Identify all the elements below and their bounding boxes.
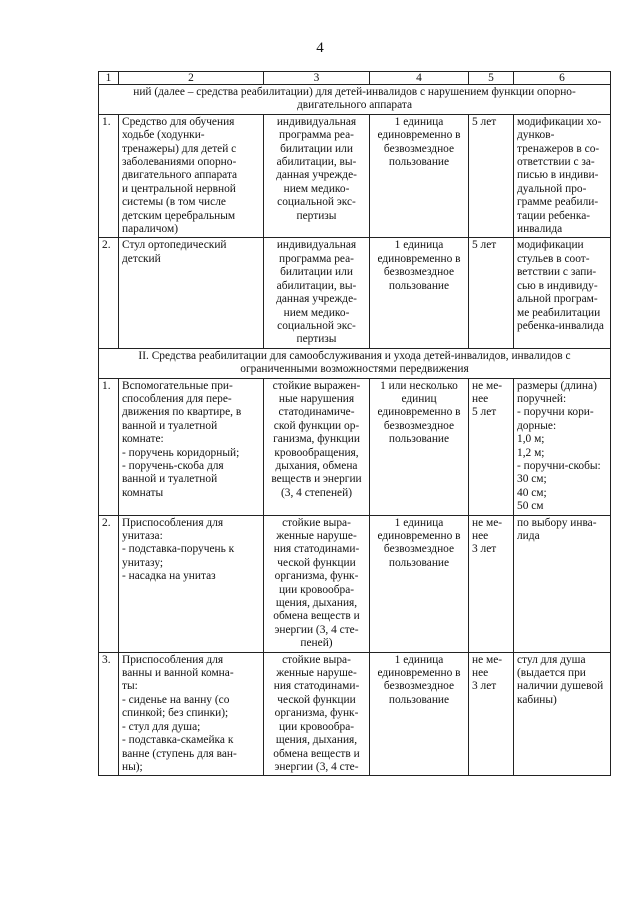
item-name-line: ванны и ванной комна- [122, 667, 234, 680]
quantity-cell-line: 1 единица [394, 239, 444, 252]
item-name-line: - сиденье на ванну (со [122, 693, 230, 706]
note-cell-line: тренажеров в со- [517, 142, 600, 155]
quantity-cell-line: пользование [388, 433, 450, 446]
item-name-line: спинкой; без спинки); [122, 707, 229, 720]
item-name-line: Стул ортопедический [122, 239, 227, 252]
row-number: 3. [99, 652, 119, 776]
indication-cell-line: щения, дыхания, [275, 597, 358, 610]
item-name-line: детским церебральным [122, 209, 236, 222]
row-number: 1. [99, 378, 119, 515]
item-name-line: ходьбе (ходунки- [122, 129, 205, 142]
term-cell [469, 652, 514, 776]
table-row [99, 238, 611, 348]
indication-cell [264, 238, 370, 348]
indication-cell-line: ческой функции [277, 556, 356, 569]
table-row [99, 378, 611, 515]
note-cell-line: модификации хо- [517, 115, 602, 128]
page-number: 4 [316, 40, 324, 56]
indication-cell-line: ции кровообра- [278, 583, 355, 596]
item-name-line: унитазу; [122, 556, 164, 569]
indication-cell-line: (3, 4 степеней) [280, 486, 352, 499]
item-name-line: Вспомогательные при- [122, 379, 233, 392]
note-cell-line: стул для душа [517, 653, 586, 666]
item-name-line: тренажеры) для детей с [122, 142, 237, 155]
item-name-line: детский [122, 252, 161, 265]
note-cell-line: 40 см; [517, 486, 547, 499]
indication-cell-line: программа реа- [279, 252, 354, 265]
note-cell-line: 50 см [517, 500, 544, 513]
note-cell-line: по выбору инва- [517, 516, 597, 529]
indication-cell-line: социальной экс- [277, 319, 356, 332]
quantity-cell-line: единовременно в [377, 252, 461, 265]
indication-cell-line: стойкие выражен- [272, 379, 361, 392]
note-cell [514, 114, 611, 238]
row-number: 2. [99, 238, 119, 348]
indication-cell-line: пеней) [300, 637, 333, 650]
indication-cell-line: щения, дыхания, [275, 734, 358, 747]
indication-cell-line: энергии (3, 4 сте- [274, 623, 359, 636]
term-cell-line: 5 лет [472, 239, 497, 252]
indication-cell-line: социальной экс- [277, 196, 356, 209]
term-cell-line: не ме- [472, 653, 503, 666]
item-name-line: Приспособления для [122, 653, 224, 666]
term-cell-line: 3 лет [472, 680, 497, 693]
term-cell-line: нее [472, 392, 489, 405]
quantity-cell-line: безвозмездное [383, 142, 455, 155]
indication-cell-line: обмена веществ и [273, 610, 360, 623]
note-cell-line: ребенка-инвалида [517, 319, 604, 332]
indication-cell-line: билитации или [280, 142, 353, 155]
quantity-cell [370, 114, 469, 238]
note-cell-line: (выдается при [517, 667, 586, 680]
note-cell [514, 515, 611, 652]
indication-cell-line: стойкие выра- [282, 653, 351, 666]
quantity-cell [370, 238, 469, 348]
indication-cell-line: кровообращения, [274, 446, 359, 459]
item-name-line: - поручень-скоба для [122, 459, 224, 472]
note-cell-line: наличии душевой [517, 680, 604, 693]
item-name-line: комнаты [122, 486, 164, 499]
quantity-cell-line: единовременно в [377, 406, 461, 419]
term-cell-line: не ме- [472, 379, 503, 392]
column-number: 1 [99, 72, 119, 85]
section-heading-row [99, 348, 611, 378]
term-cell-line: 5 лет [472, 115, 497, 128]
note-cell-line: инвалида [517, 223, 563, 236]
item-name [119, 114, 264, 238]
quantity-cell [370, 378, 469, 515]
section-heading: II. Средства реабилитации для самообслуживания и ухода детей-инвалидов, инвалидов с ограниченными возможностями передвижения [99, 348, 611, 378]
indication-cell [264, 114, 370, 238]
item-name-line: унитаза: [122, 530, 163, 542]
column-number: 5 [469, 72, 514, 85]
note-cell-line: ветствии с запи- [517, 266, 597, 279]
note-cell-line: поручней: [517, 392, 567, 405]
indication-cell-line: организма, функ- [274, 570, 359, 583]
note-cell-line: ме реабилитации [517, 306, 601, 319]
quantity-cell-line: пользование [388, 693, 450, 706]
note-cell-line: ответствии с за- [517, 156, 595, 169]
quantity-cell-line: 1 единица [394, 516, 444, 529]
quantity-cell-line: пользование [388, 279, 450, 292]
item-name [119, 238, 264, 348]
column-number: 2 [119, 72, 264, 85]
note-cell-line: грамме реабили- [517, 196, 599, 209]
item-name-line: - подставка-поручень к [122, 543, 235, 556]
term-cell [469, 378, 514, 515]
note-cell-line: дуальной про- [517, 182, 587, 195]
indication-cell-line: индивидуальная [276, 239, 357, 252]
indication-cell [264, 515, 370, 652]
quantity-cell [370, 652, 469, 776]
quantity-cell-line: единовременно в [377, 129, 461, 142]
indication-cell-line: ской функции ор- [273, 419, 360, 432]
column-number-row [99, 72, 611, 85]
item-name-line: ванной и туалетной [122, 473, 218, 486]
item-name-line: ты: [122, 680, 138, 693]
item-name-line: Средство для обучения [122, 115, 235, 128]
note-cell-line: дунков- [517, 129, 555, 142]
indication-cell-line: энергии (3, 4 сте- [274, 760, 359, 773]
item-name-line: - поручень коридорный; [122, 446, 240, 459]
note-cell-line: 30 см; [517, 473, 547, 486]
item-name-line: ванной и туалетной [122, 419, 218, 432]
indication-cell-line: ные нарушения [278, 392, 355, 405]
item-name-line: двигательного аппарата [122, 169, 238, 182]
item-name-line: - подставка-скамейка к [122, 734, 234, 747]
indication-cell-line: пертизы [296, 209, 337, 222]
quantity-cell-line: 1 единица [394, 115, 444, 128]
term-cell-line: нее [472, 667, 489, 680]
quantity-cell-line: безвозмездное [383, 680, 455, 693]
indication-cell-line: данная учрежде- [276, 293, 357, 306]
indication-cell-line: индивидуальная [276, 115, 357, 128]
item-name-line: - стул для душа; [122, 720, 201, 733]
row-number: 2. [99, 515, 119, 652]
indication-cell-line: абилитации, вы- [276, 156, 357, 169]
section-heading-row [99, 85, 611, 115]
row-number: 1. [99, 114, 119, 238]
indication-cell-line: женные наруше- [276, 530, 357, 542]
indication-cell-line: ния статодинами- [273, 680, 360, 693]
note-cell-line: альной програм- [517, 293, 598, 306]
term-cell-line: не ме- [472, 516, 503, 529]
quantity-cell-line: пользование [388, 556, 450, 569]
quantity-cell-line: 1 единица [394, 653, 444, 666]
note-cell-line: 1,2 м; [517, 446, 545, 459]
quantity-cell-line: единовременно в [377, 667, 461, 680]
item-name-line: комнате: [122, 433, 164, 446]
section-heading: ний (далее – средства реабилитации) для детей-инвалидов с нарушением функции опорно-двигательного аппарата [99, 85, 611, 115]
quantity-cell-line: безвозмездное [383, 266, 455, 279]
column-number: 4 [370, 72, 469, 85]
quantity-cell-line: 1 или несколько [380, 379, 458, 392]
indication-cell-line: организма, функ- [274, 707, 359, 720]
indication-cell-line: статодинамиче- [278, 406, 355, 419]
indication-cell-line: нием медико- [283, 182, 350, 195]
note-cell-line: кабины) [517, 693, 557, 706]
indication-cell-line: ганизма, функции [273, 433, 360, 446]
item-name-line: - насадка на унитаз [122, 570, 216, 583]
indication-cell-line: обмена веществ и [273, 747, 360, 760]
item-name-line: и центральной нервной [122, 182, 236, 195]
item-name-line: движения по квартире, в [122, 406, 242, 419]
item-name [119, 515, 264, 652]
note-cell-line: сью в индивиду- [517, 279, 598, 292]
quantity-cell-line: единовременно в [377, 530, 461, 542]
note-cell-line: тации ребенка- [517, 209, 591, 222]
quantity-cell-line: единиц [401, 392, 437, 405]
note-cell-line: стульев в соот- [517, 252, 590, 265]
note-cell-line: размеры (длина) [517, 379, 597, 392]
term-cell-line: нее [472, 530, 489, 542]
item-name [119, 378, 264, 515]
note-cell-line: - поручни кори- [517, 406, 594, 419]
indication-cell-line: программа реа- [279, 129, 354, 142]
quantity-cell-line: безвозмездное [383, 543, 455, 556]
indication-cell-line: ния статодинами- [273, 543, 360, 556]
item-name-line: параличом) [122, 223, 178, 236]
quantity-cell-line: пользование [388, 156, 450, 169]
item-name-line: заболеваниями опорно- [122, 156, 237, 169]
note-cell [514, 652, 611, 776]
table-row [99, 515, 611, 652]
note-cell-line: модификации [517, 239, 584, 252]
item-name-line: ванне (ступень для ван- [122, 747, 237, 760]
indication-cell-line: стойкие выра- [282, 516, 351, 529]
note-cell-line: дорные: [517, 419, 557, 432]
note-cell-line: 1,0 м; [517, 433, 545, 446]
indication-cell-line: женные наруше- [276, 667, 357, 680]
indication-cell-line: дыхания, обмена [275, 459, 358, 472]
column-number: 6 [514, 72, 611, 85]
indication-cell [264, 652, 370, 776]
indication-cell-line: билитации или [280, 266, 353, 279]
indication-cell-line: веществ и энергии [271, 473, 362, 486]
table-row [99, 114, 611, 238]
note-cell-line: писью в индиви- [517, 169, 599, 182]
note-cell-line: - поручни-скобы: [517, 459, 601, 472]
rehab-table [98, 71, 611, 776]
term-cell [469, 238, 514, 348]
indication-cell-line: абилитации, вы- [276, 279, 357, 292]
column-number: 3 [264, 72, 370, 85]
item-name [119, 652, 264, 776]
indication-cell [264, 378, 370, 515]
term-cell-line: 3 лет [472, 543, 497, 556]
indication-cell-line: ческой функции [277, 693, 356, 706]
note-cell [514, 378, 611, 515]
indication-cell-line: ции кровообра- [278, 720, 355, 733]
term-cell [469, 114, 514, 238]
term-cell-line: 5 лет [472, 406, 497, 419]
item-name-line: ны); [122, 760, 143, 773]
indication-cell-line: данная учрежде- [276, 169, 357, 182]
item-name-line: Приспособления для [122, 516, 224, 529]
note-cell-line: лида [517, 530, 540, 542]
term-cell [469, 515, 514, 652]
item-name-line: системы (в том числе [122, 196, 226, 209]
note-cell [514, 238, 611, 348]
quantity-cell-line: безвозмездное [383, 419, 455, 432]
quantity-cell [370, 515, 469, 652]
item-name-line: способления для пере- [122, 392, 232, 405]
table-row [99, 652, 611, 776]
indication-cell-line: нием медико- [283, 306, 350, 319]
indication-cell-line: пертизы [296, 333, 337, 346]
